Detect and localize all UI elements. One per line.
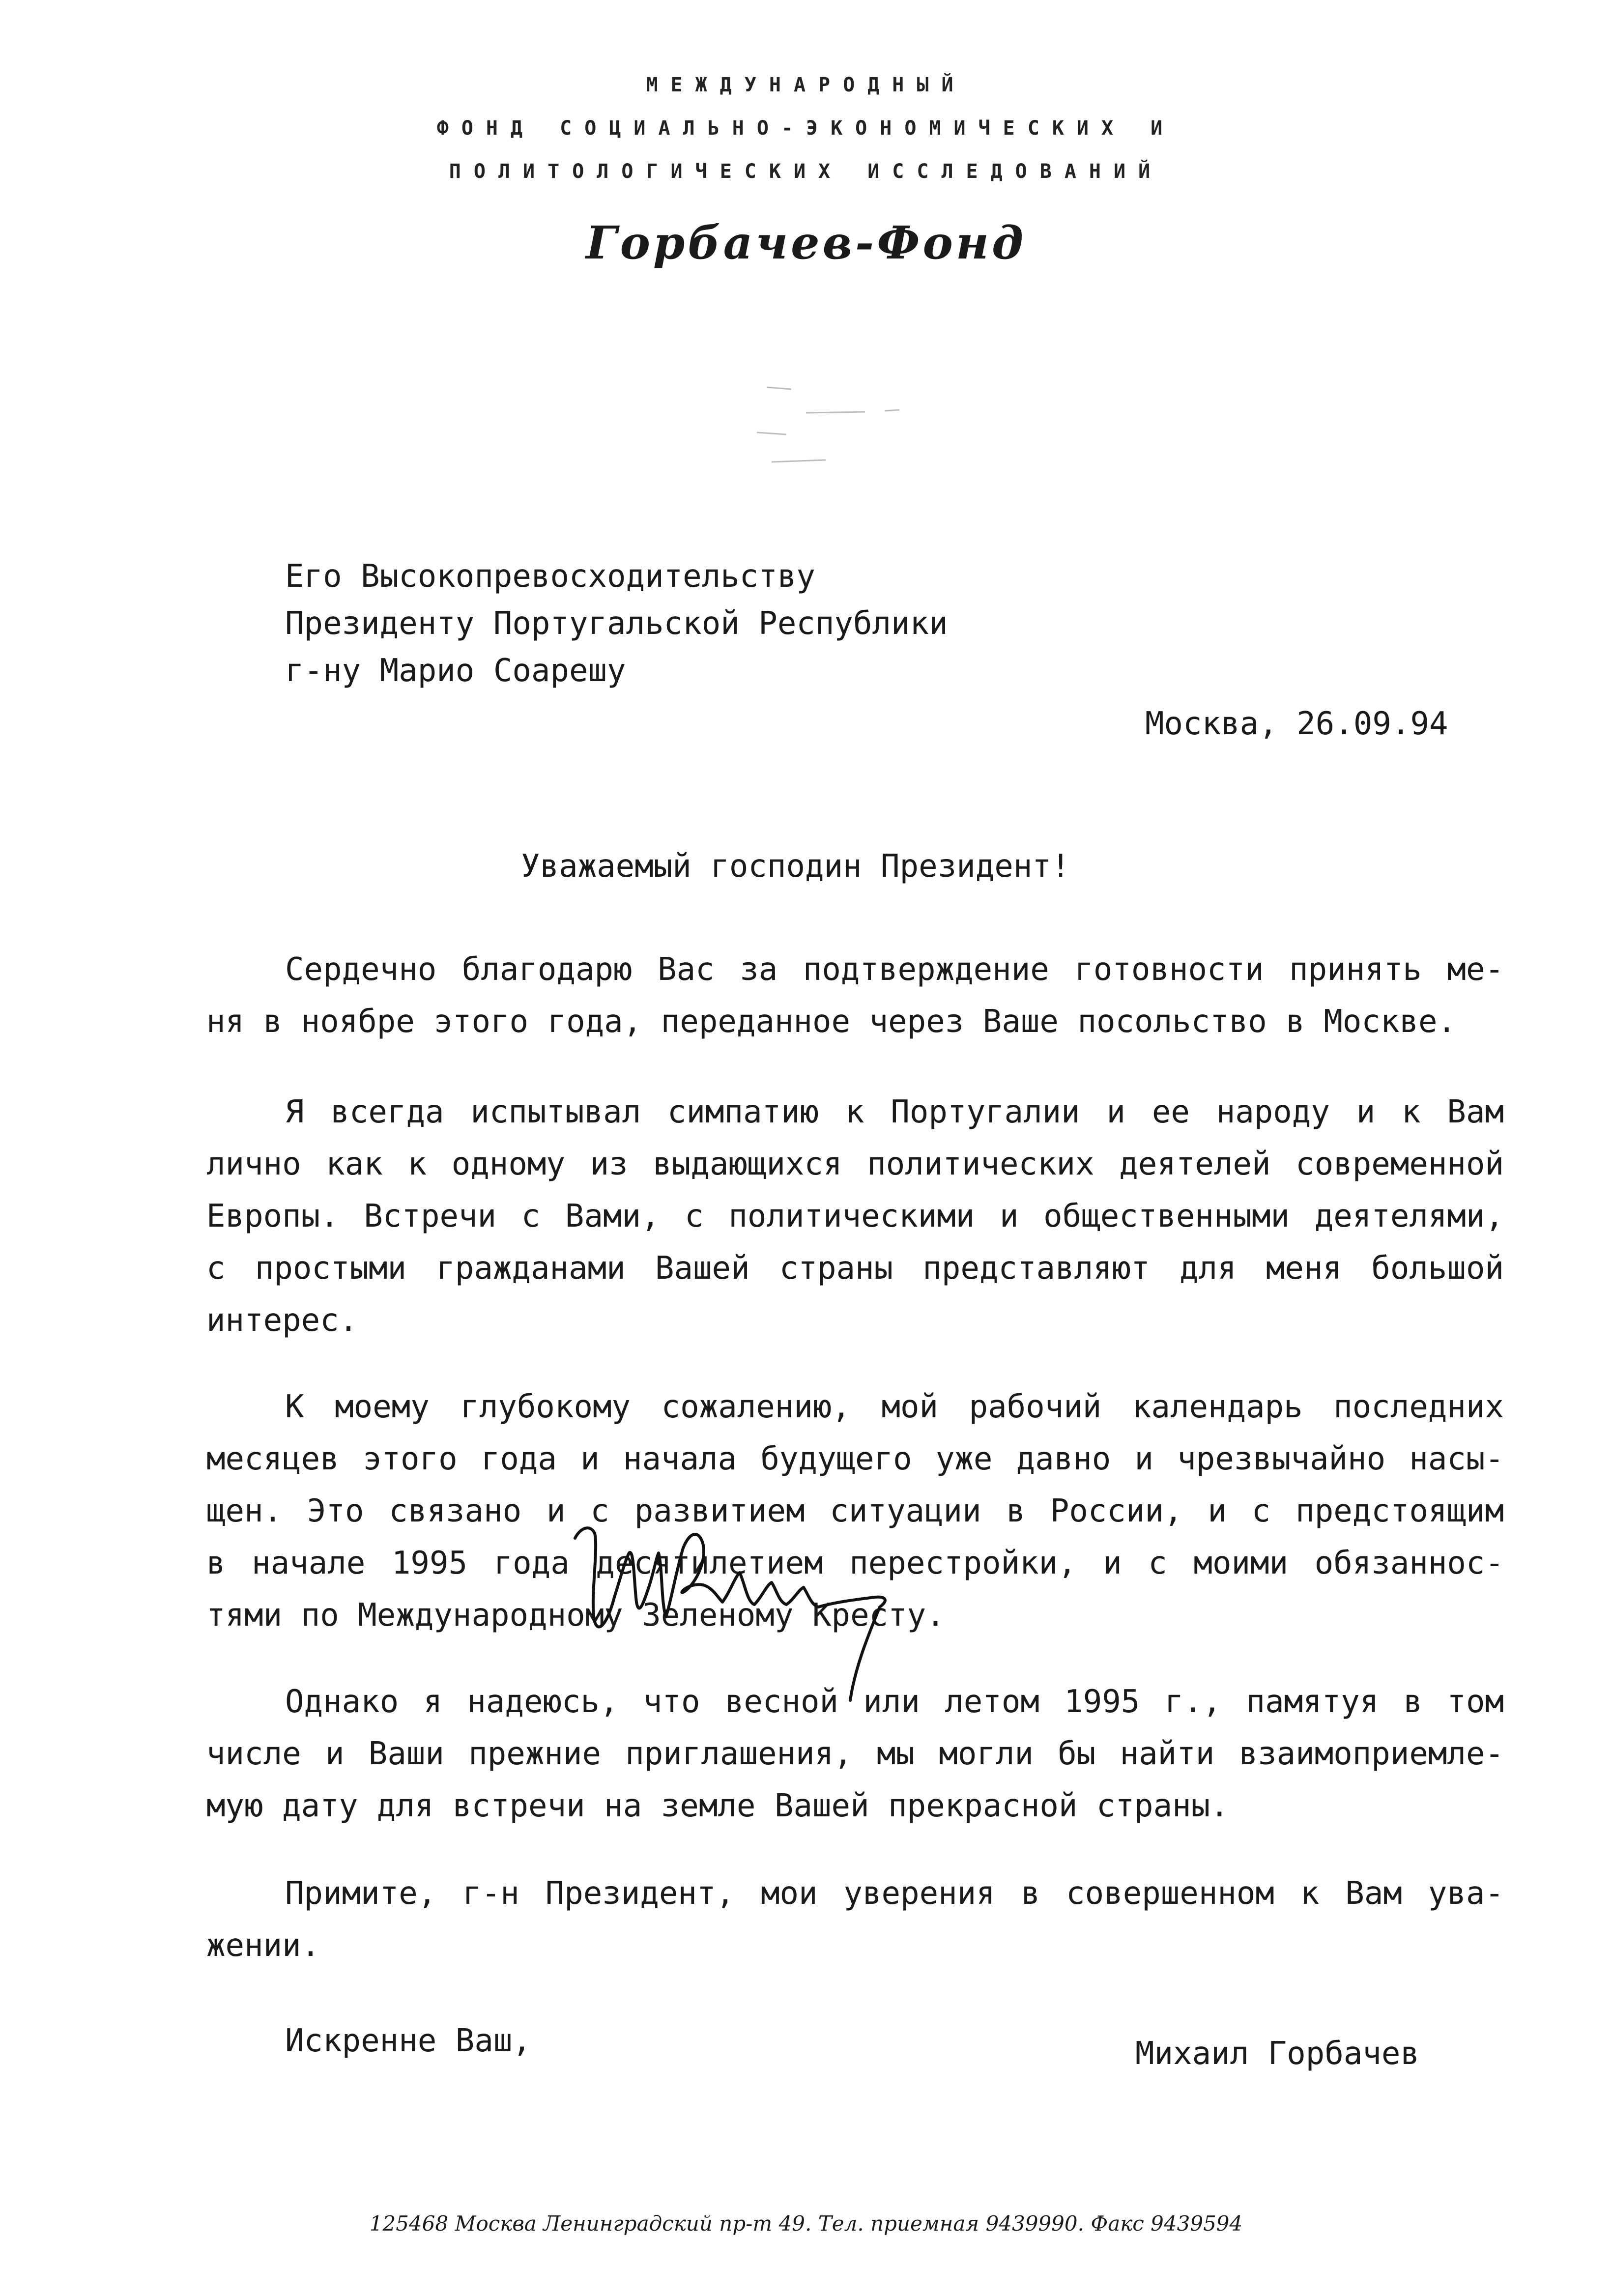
faint-marks (737, 373, 934, 482)
footer-address: 125468 Москва Ленинградский пр-т 49. Тел. приемная 9439990. Факс 9439594 (369, 2211, 1243, 2236)
letterhead-line-2: ФОНД СОЦИАЛЬНО-ЭКОНОМИЧЕСКИХ И (436, 117, 1176, 140)
paragraph-line: с простыми гражданами Вашей страны представляют для меня большой (206, 1250, 1504, 1287)
addressee-line-2: Президенту Португальской Республики (285, 605, 948, 642)
letterhead-line-1: МЕЖДУНАРОДНЫЙ (646, 74, 966, 96)
paragraph-line: жении. (206, 1927, 320, 1964)
paragraph-line: ня в ноябре этого года, переданное через Ваше посольство в Москве. (206, 1004, 1457, 1040)
paragraph-2 (206, 1086, 1504, 1347)
addressee-line-1: Его Высокопревосходительству (285, 558, 815, 595)
addressee-line-3: г-ну Марио Соарешу (285, 653, 626, 689)
paragraph-line: Я всегда испытывал симпатию к Португалии и ее народу и к Вам (285, 1094, 1504, 1130)
paragraph-line: тями по Международному Зеленому Кресту. (206, 1597, 945, 1634)
paragraph-line: К моему глубокому сожалению, мой рабочий календарь последних (285, 1389, 1504, 1425)
paragraph-line: мую дату для встречи на земле Вашей прекрасной страны. (206, 1788, 1229, 1824)
closing: Искренне Ваш, (285, 2023, 531, 2059)
paragraph-line: Однако я надеюсь, что весной или летом 1995 г., памятуя в том (285, 1684, 1504, 1720)
salutation: Уважаемый господин Президент! (521, 848, 1070, 885)
paragraph-line: Сердечно благодарю Вас за подтверждение готовности принять ме- (285, 951, 1504, 988)
letterhead-line-3: ПОЛИТОЛОГИЧЕСКИХ ИССЛЕДОВАНИЙ (449, 160, 1163, 183)
paragraph-line: в начале 1995 года десятилетием перестройки, и с моими обязаннос- (206, 1545, 1504, 1581)
paragraph-line: щен. Это связано и с развитием ситуации в России, и с предстоящим (206, 1493, 1504, 1529)
signature-image (560, 1504, 914, 1720)
place-date: Москва, 26.09.94 (1145, 706, 1448, 742)
paragraph-line: интерес. (206, 1302, 358, 1339)
letterhead-brand: Горбачев-Фонд (586, 216, 1026, 269)
paragraph-line: месяцев этого года и начала будущего уже давно и чрезвычайно насы- (206, 1441, 1504, 1477)
paragraph-line: Примите, г-н Президент, мои уверения в совершенном к Вам ува- (285, 1875, 1504, 1912)
paragraph-line: числе и Ваши прежние приглашения, мы могли бы найти взаимоприемле- (206, 1736, 1504, 1772)
signatory-name: Михаил Горбачев (1135, 2036, 1419, 2072)
paragraph-1 (206, 944, 1504, 1048)
paragraph-line: лично как к одному из выдающихся политических деятелей современной (206, 1146, 1504, 1182)
paragraph-5 (206, 1867, 1504, 1972)
paragraph-line: Европы. Встречи с Вами, с политическими и общественными деятелями, (206, 1198, 1504, 1234)
